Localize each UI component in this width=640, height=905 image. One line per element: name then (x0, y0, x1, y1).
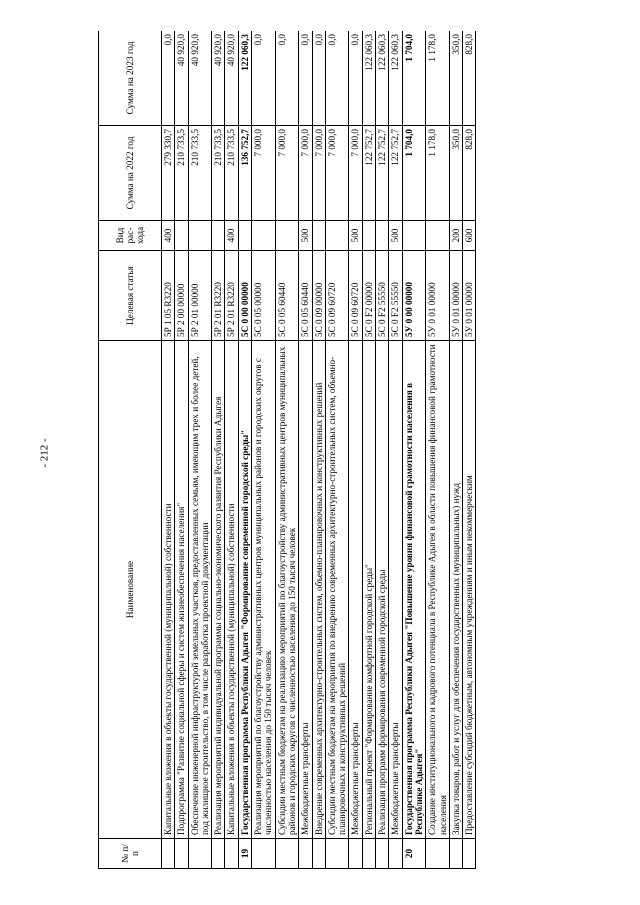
cell-sum-2023: 0,0 (162, 31, 175, 126)
cell-no (463, 839, 476, 869)
cell-sum-2022: 210 733,5 (225, 126, 238, 221)
cell-no (299, 839, 312, 869)
table-rotator (98, 31, 568, 869)
header-sum-2022: Сумма на 2022 год (99, 126, 162, 221)
cell-name: Внедрение современных архитектурно-строительных систем, объемно-планировочных и конструктивных решений (312, 341, 325, 839)
table-row (175, 31, 188, 869)
cell-code: 5С 0 05 60440 (275, 251, 299, 341)
cell-sum-2022: 828,0 (463, 126, 476, 221)
cell-no: 20 (402, 839, 426, 869)
cell-no (376, 839, 389, 869)
table-row (225, 31, 238, 869)
cell-vid (252, 221, 276, 251)
cell-code: 5С 0 F2 55550 (389, 251, 402, 341)
cell-sum-2022: 7 000,0 (299, 126, 312, 221)
cell-vid: 500 (299, 221, 312, 251)
cell-vid (325, 221, 349, 251)
cell-vid (238, 221, 251, 251)
cell-no (349, 839, 362, 869)
table-row (389, 31, 402, 869)
cell-sum-2022: 7 000,0 (252, 126, 276, 221)
cell-sum-2022: 210 733,5 (212, 126, 225, 221)
cell-name: Государственная программа Республики Адыгея "Формирование современной городской среды" (238, 341, 251, 839)
cell-sum-2023: 0,0 (275, 31, 299, 126)
cell-code: 5Р 2 01 R3220 (225, 251, 238, 341)
cell-vid (212, 221, 225, 251)
cell-sum-2022: 7 000,0 (312, 126, 325, 221)
cell-code: 5С 0 F2 55550 (376, 251, 389, 341)
cell-code: 5С 0 05 60440 (299, 251, 312, 341)
table-header-row (99, 31, 162, 869)
cell-no (449, 839, 462, 869)
cell-code: 5С 0 F2 00000 (362, 251, 375, 341)
cell-name: Межбюджетные трансферты (389, 341, 402, 839)
cell-no (275, 839, 299, 869)
cell-name: Закупка товаров, работ и услуг для обеспечения государственных (муниципальных) нужд (449, 341, 462, 839)
cell-name: Предоставление субсидий бюджетным, автономным учреждениям и иным некоммерческим (463, 341, 476, 839)
cell-name: Реализация мероприятий индивидуальной программы социально-экономического развития Республики Адыгея (212, 341, 225, 839)
table-row (402, 31, 426, 869)
cell-sum-2023: 1 178,0 (426, 31, 450, 126)
cell-vid: 500 (349, 221, 362, 251)
cell-sum-2023: 1 704,0 (402, 31, 426, 126)
cell-sum-2022: 1 704,0 (402, 126, 426, 221)
cell-sum-2022: 7 000,0 (275, 126, 299, 221)
header-name: Наименование (99, 341, 162, 839)
cell-sum-2023: 122 060,3 (238, 31, 251, 126)
cell-no (188, 839, 212, 869)
table-row (426, 31, 450, 869)
cell-name: Межбюджетные трансферты (349, 341, 362, 839)
cell-no (225, 839, 238, 869)
cell-no (212, 839, 225, 869)
cell-sum-2023: 122 060,3 (362, 31, 375, 126)
cell-no (175, 839, 188, 869)
cell-sum-2023: 0,0 (312, 31, 325, 126)
cell-code: 5С 0 09 00000 (312, 251, 325, 341)
cell-sum-2022: 279 330,7 (162, 126, 175, 221)
table-row (212, 31, 225, 869)
cell-sum-2022: 350,0 (449, 126, 462, 221)
cell-name: Региональный проект "Формирование комфортной городской среды" (362, 341, 375, 839)
table-body (162, 31, 476, 869)
cell-vid (376, 221, 389, 251)
cell-sum-2022: 122 752,7 (362, 126, 375, 221)
table-row (362, 31, 375, 869)
table-rotated-container (98, 31, 568, 869)
cell-vid (188, 221, 212, 251)
cell-no (162, 839, 175, 869)
cell-sum-2022: 210 733,5 (188, 126, 212, 221)
cell-name: Реализация программ формирования современной городской среды (376, 341, 389, 839)
cell-name: Субсидии местным бюджетам на мероприятия по внедрению современных архитектурно-строительных систем, объемно-планировочных и конструктивных решений (325, 341, 349, 839)
table-row (349, 31, 362, 869)
cell-no (362, 839, 375, 869)
cell-vid: 400 (162, 221, 175, 251)
header-no: № п/п (99, 839, 162, 869)
cell-sum-2022: 122 752,7 (389, 126, 402, 221)
cell-code: 5С 0 09 60720 (325, 251, 349, 341)
cell-name: Создание институционального и кадрового потенциала в Республике Адыгея в области повышения финансовой грамотности населения (426, 341, 450, 839)
table-row (312, 31, 325, 869)
table-row (275, 31, 299, 869)
cell-code: 5У 0 01 00000 (426, 251, 450, 341)
cell-sum-2023: 40 920,0 (212, 31, 225, 126)
cell-code: 5С 0 00 00000 (238, 251, 251, 341)
cell-code: 5Р 2 01 R3220 (212, 251, 225, 341)
cell-sum-2022: 7 000,0 (325, 126, 349, 221)
cell-sum-2022: 210 733,5 (175, 126, 188, 221)
cell-vid: 400 (225, 221, 238, 251)
cell-vid (402, 221, 426, 251)
cell-vid: 200 (449, 221, 462, 251)
cell-sum-2023: 828,0 (463, 31, 476, 126)
cell-no (426, 839, 450, 869)
cell-sum-2023: 122 060,3 (389, 31, 402, 126)
cell-name: Капитальные вложения в объекты государственной (муниципальной) собственности (162, 341, 175, 839)
cell-name: Обеспечение инженерной инфраструктурой земельных участков, предоставленных семьям, имеющим трех и более детей, под жилищное строительство, в том числе разработка проектной документации (188, 341, 212, 839)
cell-no (312, 839, 325, 869)
table-row (376, 31, 389, 869)
cell-code: 5С 0 05 00000 (252, 251, 276, 341)
cell-sum-2023: 0,0 (325, 31, 349, 126)
table-row (238, 31, 251, 869)
cell-name: Государственная программа Республики Адыгея "Повышение уровня финансовой грамотности населения в Республике Адыгея" (402, 341, 426, 839)
cell-sum-2023: 40 920,0 (175, 31, 188, 126)
cell-no (252, 839, 276, 869)
cell-name: Подпрограмма "Развитие социальной сферы и систем жизнеобеспечения населения" (175, 341, 188, 839)
cell-vid: 600 (463, 221, 476, 251)
budget-table (98, 31, 476, 869)
cell-code: 5У 0 01 00000 (449, 251, 462, 341)
table-row (188, 31, 212, 869)
cell-code: 5У 0 01 00000 (463, 251, 476, 341)
cell-code: 5У 0 00 00000 (402, 251, 426, 341)
table-row (449, 31, 462, 869)
table-row (252, 31, 276, 869)
cell-sum-2023: 0,0 (349, 31, 362, 126)
cell-code: 5С 0 09 60720 (349, 251, 362, 341)
header-sum-2023: Сумма на 2023 год (99, 31, 162, 126)
cell-name: Реализация мероприятий по благоустройству административных центров муниципальных районов и городских округов с численностью населения до 150 тысяч человек (252, 341, 276, 839)
cell-vid (312, 221, 325, 251)
header-vid: Вид рас-хода (99, 221, 162, 251)
cell-vid: 500 (389, 221, 402, 251)
table-row (162, 31, 175, 869)
cell-vid (275, 221, 299, 251)
cell-sum-2023: 40 920,0 (188, 31, 212, 126)
cell-sum-2023: 350,0 (449, 31, 462, 126)
cell-sum-2023: 0,0 (299, 31, 312, 126)
table-row (299, 31, 312, 869)
page-number-text: - 212 - (38, 437, 51, 468)
cell-vid (175, 221, 188, 251)
cell-name: Капитальные вложения в объекты государственной (муниципальной) собственности (225, 341, 238, 839)
cell-sum-2023: 122 060,3 (376, 31, 389, 126)
table-row (463, 31, 476, 869)
cell-name: Межбюджетные трансферты (299, 341, 312, 839)
cell-sum-2022: 122 752,7 (376, 126, 389, 221)
cell-name: Субсидии местным бюджетам на реализацию мероприятий по благоустройству административных центров муниципальных районов и городских округов с численностью населения до 150 тысяч человек (275, 341, 299, 839)
cell-sum-2023: 0,0 (252, 31, 276, 126)
cell-sum-2022: 1 178,0 (426, 126, 450, 221)
cell-no (389, 839, 402, 869)
cell-no (325, 839, 349, 869)
cell-sum-2022: 7 000,0 (349, 126, 362, 221)
cell-no: 19 (238, 839, 251, 869)
header-code: Целевая статья (99, 251, 162, 341)
cell-vid (362, 221, 375, 251)
page-number (30, 0, 60, 905)
cell-sum-2023: 40 920,0 (225, 31, 238, 126)
cell-code: 5Р 2 01 00000 (188, 251, 212, 341)
cell-code: 5Р 1 05 R3220 (162, 251, 175, 341)
cell-code: 5Р 2 00 00000 (175, 251, 188, 341)
cell-vid (426, 221, 450, 251)
table-row (325, 31, 349, 869)
cell-sum-2022: 136 752,7 (238, 126, 251, 221)
